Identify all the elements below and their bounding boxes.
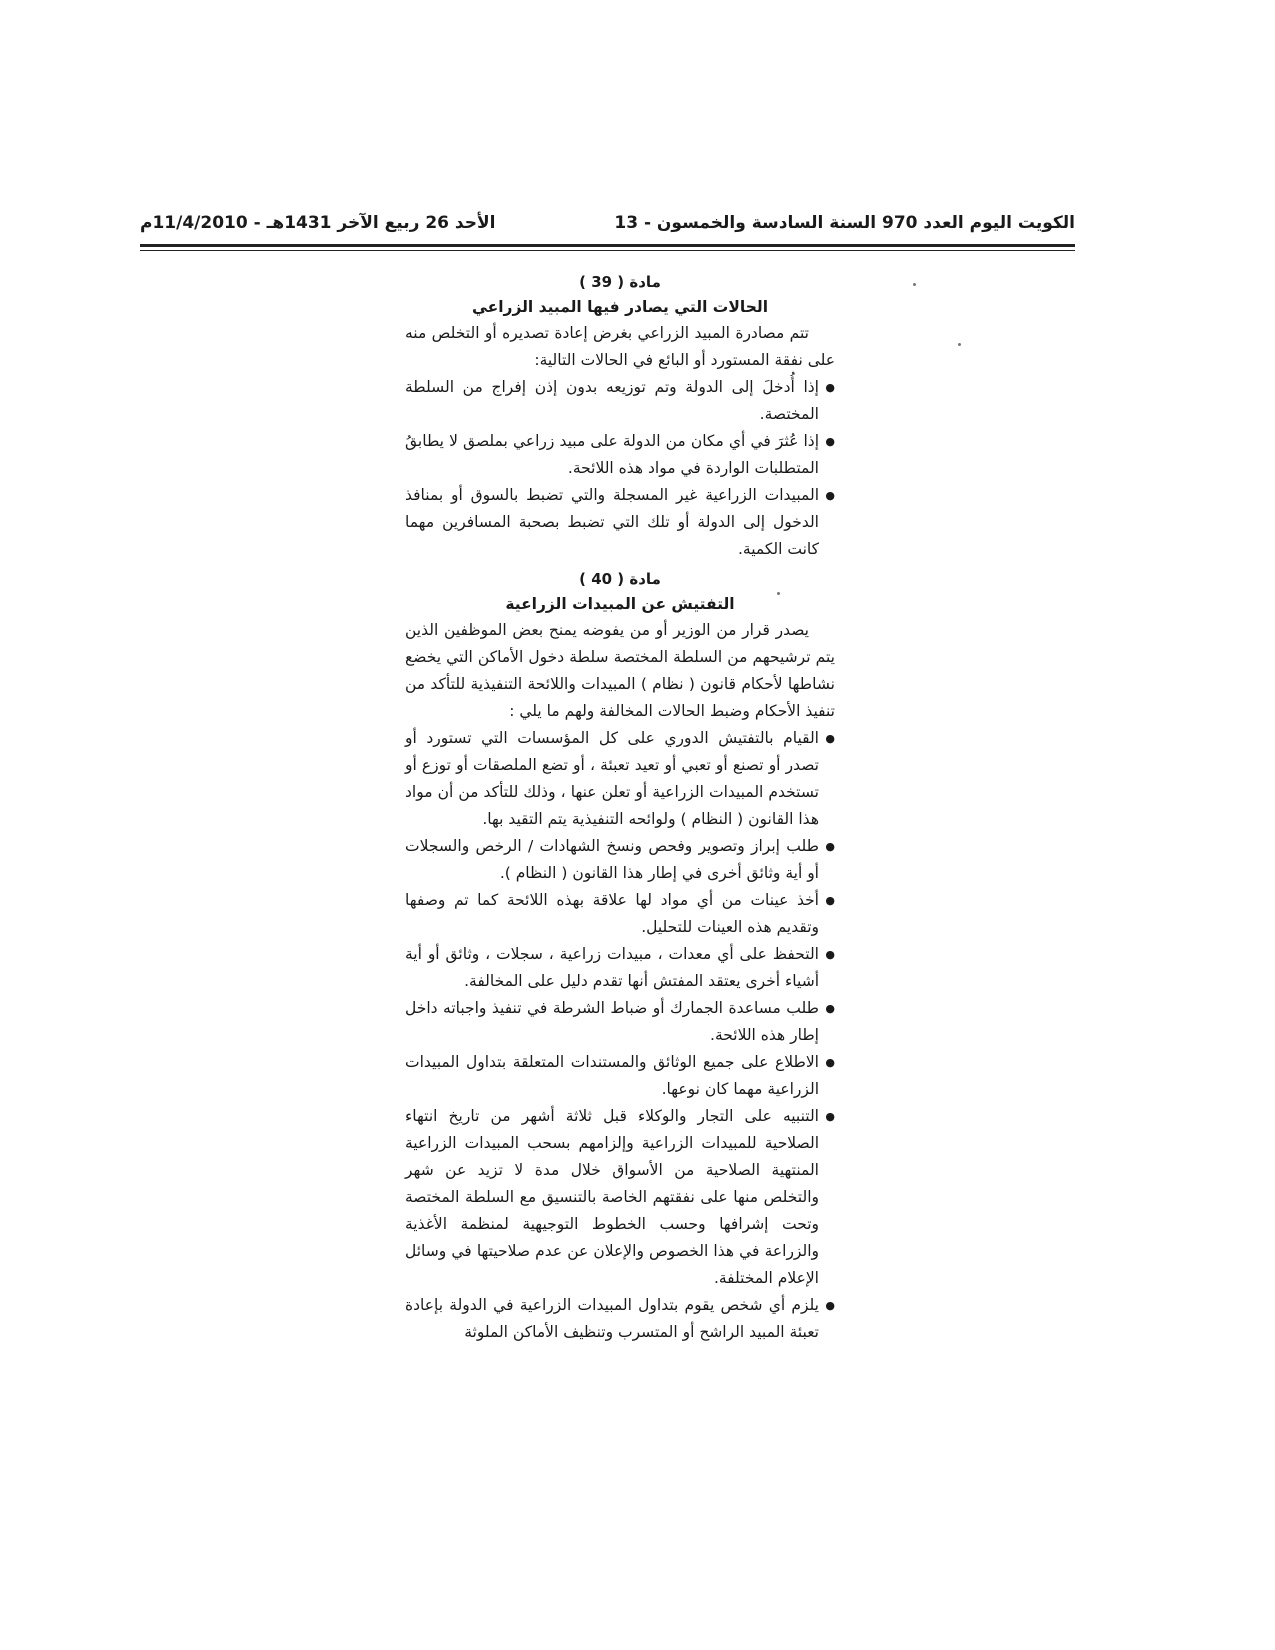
scan-speck	[958, 343, 961, 346]
list-item: ● القيام بالتفتيش الدوري على كل المؤسسات التي تستورد أو تصدر أو تصنع أو تعبي أو تعيد تعبئة ، أو تضع الملصقات أو توزع أو تستخدم المبيدات الزراعية أو تعلن عنها ، وذلك للتأكد من أن مواد هذا القانون ( النظام ) ولوائحه التنفيذية يتم التقيد بها.	[405, 725, 835, 833]
header-rule-thin	[140, 250, 1075, 251]
article-40-title: التفتيش عن المبيدات الزراعية	[505, 595, 735, 613]
article-40-number: مادة ( 40 )	[579, 570, 661, 588]
header-date: الأحد 26 ربيع الآخر 1431هـ - 11/4/2010م	[140, 213, 496, 233]
article-39-title: الحالات التي يصادر فيها المبيد الزراعي	[471, 298, 769, 316]
list-item: ● الاطلاع على جميع الوثائق والمستندات المتعلقة بتداول المبيدات الزراعية مهما كان نوعها.	[405, 1049, 835, 1103]
header-rule-thick	[140, 244, 1075, 247]
article-40-list	[405, 725, 835, 1346]
text-column	[405, 266, 835, 1346]
list-item: ● طلب إبراز وتصوير وفحص ونسخ الشهادات / الرخص والسجلات أو أية وثائق أخرى في إطار هذا القانون ( النظام ).	[405, 833, 835, 887]
list-item: ● طلب مساعدة الجمارك أو ضباط الشرطة في تنفيذ واجباته داخل إطار هذه اللائحة.	[405, 995, 835, 1049]
list-item: ● يلزم أي شخص يقوم بتداول المبيدات الزراعية في الدولة بإعادة تعبئة المبيد الراشح أو المتسرب وتنظيف الأماكن الملوثة	[405, 1292, 835, 1346]
list-item: ● التحفظ على أي معدات ، مبيدات زراعية ، سجلات ، وثائق أو أية أشياء أخرى يعتقد المفتش أنها تقدم دليل على المخالفة.	[405, 941, 835, 995]
list-item: ● أخذ عينات من أي مواد لها علاقة بهذه اللائحة كما تم وصفها وتقديم هذه العينات للتحليل.	[405, 887, 835, 941]
list-item: ● إذا أُدخلَ إلى الدولة وتم توزيعه بدون إذن إفراج من السلطة المختصة.	[405, 374, 835, 428]
list-item: ● التنبيه على التجار والوكلاء قبل ثلاثة أشهر من تاريخ انتهاء الصلاحية للمبيدات الزراعية وإلزامهم بسحب المبيدات الزراعية المنتهية الصلاحية من الأسواق خلال مدة لا تزيد عن شهر والتخلص منها على نفقتهم الخاصة بالتنسيق مع السلطة المختصة وتحت إشرافها وحسب الخطوط التوجيهية لمنظمة الأغذية والزراعة في هذا الخصوص والإعلان عن عدم صلاحيتها في وسائل الإعلام المختلفة.	[405, 1103, 835, 1292]
page-header	[140, 205, 1075, 237]
article-40-intro: يصدر قرار من الوزير أو من يفوضه يمنح بعض الموظفين الذين يتم ترشيحهم من السلطة المختصة سلطة دخول الأماكن التي يخضع نشاطها لأحكام قانون ( نظام ) المبيدات واللائحة التنفيذية للتأكد من تنفيذ الأحكام وضبط الحالات المخالفة ولهم ما يلي :	[405, 621, 835, 720]
scan-speck	[913, 283, 916, 286]
list-item: ● إذا عُثرَ في أي مكان من الدولة على مبيد زراعي بملصق لا يطابقُ المتطلبات الواردة في مواد هذه اللائحة.	[405, 428, 835, 482]
header-publication-info: الكويت اليوم العدد 970 السنة السادسة والخمسون - 13	[614, 213, 1075, 233]
scan-speck	[777, 592, 780, 595]
article-39-intro: تتم مصادرة المبيد الزراعي بغرض إعادة تصديره أو التخلص منه على نفقة المستورد أو البائع في الحالات التالية:	[405, 324, 835, 369]
article-39-list	[405, 374, 835, 563]
article-39-number: مادة ( 39 )	[579, 273, 661, 291]
list-item: ● المبيدات الزراعية غير المسجلة والتي تضبط بالسوق أو بمنافذ الدخول إلى الدولة أو تلك التي تضبط بصحبة المسافرين مهما كانت الكمية.	[405, 482, 835, 563]
